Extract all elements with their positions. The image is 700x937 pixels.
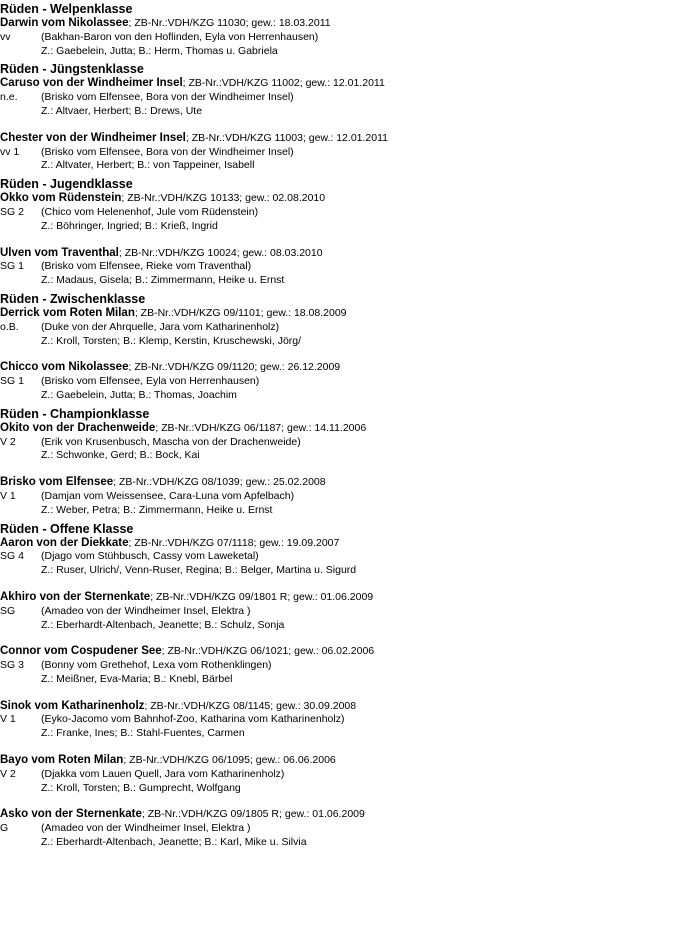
registry-info: ; ZB-Nr.:VDH/KZG 10024; gew.: 08.03.2010 bbox=[118, 246, 323, 259]
rating-label: SG bbox=[0, 604, 16, 617]
dog-name: Brisko vom Elfensee bbox=[0, 476, 114, 489]
entry-spacer bbox=[0, 348, 700, 361]
entry-title-line bbox=[0, 307, 700, 321]
entry-parents-line bbox=[0, 436, 700, 450]
rating-label: V 2 bbox=[0, 767, 16, 780]
entry-spacer bbox=[0, 632, 700, 645]
dog-name: Sinok vom Katharinenholz bbox=[0, 699, 145, 712]
parents-text: (Brisko vom Elfensee, Rieke vom Traventhal) bbox=[41, 260, 252, 273]
entry-title-line bbox=[0, 247, 700, 261]
registry-info: ; ZB-Nr.:VDH/KZG 07/1118; gew.: 19.09.2007 bbox=[128, 536, 340, 549]
entry-parents-line bbox=[0, 822, 700, 836]
registry-info: ; ZB-Nr.:VDH/KZG 08/1145; gew.: 30.09.2008 bbox=[144, 699, 357, 712]
class-section bbox=[0, 58, 700, 173]
dog-name: Caruso von der Windheimer Insel bbox=[0, 77, 183, 90]
parents-text: (Bonny vom Grethehof, Lexa vom Rothenklingen) bbox=[41, 659, 272, 672]
entry-parents-line bbox=[0, 659, 700, 673]
dog-name: Okko vom Rüdenstein bbox=[0, 192, 122, 205]
parents-text: (Brisko vom Elfensee, Bora von der Windheimer Insel) bbox=[41, 91, 294, 104]
rating-label: V 1 bbox=[0, 713, 16, 726]
parents-text: (Damjan vom Weissensee, Cara-Luna vom Apfelbach) bbox=[41, 489, 295, 502]
dog-entry bbox=[0, 808, 700, 849]
entry-parents-line bbox=[0, 550, 700, 564]
breeder-owner-text: Z.: Franke, Ines; B.: Stahl-Fuentes, Carmen bbox=[41, 727, 245, 740]
registry-info: ; ZB-Nr.:VDH/KZG 09/1801 R; gew.: 01.06.2009 bbox=[150, 590, 374, 603]
entry-parents-line bbox=[0, 206, 700, 220]
dog-entry bbox=[0, 361, 700, 402]
dog-name: Connor vom Cospudener See bbox=[0, 645, 162, 658]
dog-entry bbox=[0, 591, 700, 632]
entry-title-line bbox=[0, 132, 700, 146]
class-section bbox=[0, 518, 700, 850]
parents-text: (Djago vom Stühbusch, Cassy vom Laweketal) bbox=[41, 550, 259, 563]
dog-entry bbox=[0, 645, 700, 686]
dog-entry bbox=[0, 192, 700, 233]
dog-entry bbox=[0, 537, 700, 578]
parents-text: (Brisko vom Elfensee, Bora von der Windheimer Insel) bbox=[41, 145, 294, 158]
entry-spacer bbox=[0, 741, 700, 754]
breeder-owner-text: Z.: Kroll, Torsten; B.: Gumprecht, Wolfgang bbox=[41, 781, 241, 794]
registry-info: ; ZB-Nr.:VDH/KZG 06/1187; gew.: 14.11.2006 bbox=[155, 421, 367, 434]
class-heading: Rüden - Championklasse bbox=[0, 406, 150, 421]
entry-parents-line bbox=[0, 713, 700, 727]
dog-name: Chicco vom Nikolassee bbox=[0, 361, 129, 374]
entry-title-line bbox=[0, 754, 700, 768]
class-section bbox=[0, 403, 700, 518]
dog-name: Derrick vom Roten Milan bbox=[0, 306, 135, 319]
entry-title-line bbox=[0, 422, 700, 436]
rating-label: SG 2 bbox=[0, 205, 24, 218]
parents-text: (Brisko vom Elfensee, Eyla von Herrenhausen) bbox=[41, 375, 260, 388]
breeder-owner-text: Z.: Gaebelein, Jutta; B.: Thomas, Joachim bbox=[41, 388, 237, 401]
entry-title-line bbox=[0, 537, 700, 551]
entry-title-line bbox=[0, 361, 700, 375]
entry-parents-line bbox=[0, 768, 700, 782]
rating-label: n.e. bbox=[0, 91, 18, 104]
dog-name: Okito von der Drachenweide bbox=[0, 421, 156, 434]
parents-text: (Amadeo von der Windheimer Insel, Elektra ) bbox=[41, 822, 251, 835]
entry-spacer bbox=[0, 234, 700, 247]
entry-title-line bbox=[0, 591, 700, 605]
rating-label: G bbox=[0, 822, 9, 835]
registry-info: ; ZB-Nr.:VDH/KZG 11030; gew.: 18.03.2011 bbox=[128, 17, 331, 29]
dog-name: Chester von der Windheimer Insel bbox=[0, 131, 186, 144]
breeder-owner-text: Z.: Ruser, Ulrich/, Venn-Ruser, Regina; B.: Belger, Martina u. Sigurd bbox=[41, 564, 357, 577]
entry-title-line bbox=[0, 700, 700, 714]
breeder-owner-text: Z.: Böhringer, Ingried; B.: Krieß, Ingrid bbox=[41, 219, 218, 232]
parents-text: (Bakhan-Baron von den Hoflinden, Eyla von Herrenhausen) bbox=[41, 30, 319, 43]
entry-spacer bbox=[0, 578, 700, 591]
parents-text: (Erik von Krusenbusch, Mascha von der Drachenweide) bbox=[41, 435, 301, 448]
parents-text: (Chico vom Helenenhof, Jule vom Rüdenstein) bbox=[41, 205, 259, 218]
dog-name: Aaron von der Diekkate bbox=[0, 536, 129, 549]
class-section bbox=[0, 2, 700, 58]
registry-info: ; ZB-Nr.:VDH/KZG 10133; gew.: 02.08.2010 bbox=[121, 192, 326, 205]
class-section bbox=[0, 173, 700, 288]
entry-spacer bbox=[0, 119, 700, 132]
rating-label: SG 3 bbox=[0, 659, 24, 672]
registry-info: ; ZB-Nr.:VDH/KZG 09/1805 R; gew.: 01.06.2009 bbox=[141, 808, 365, 821]
breeder-owner-text: Z.: Meißner, Eva-Maria; B.: Knebl, Bärbel bbox=[41, 672, 233, 685]
dog-name: Akhiro von der Sternenkate bbox=[0, 590, 151, 603]
entry-parents-line bbox=[0, 31, 700, 45]
registry-info: ; ZB-Nr.:VDH/KZG 09/1120; gew.: 26.12.2009 bbox=[128, 361, 341, 374]
breeder-owner-text: Z.: Eberhardt-Altenbach, Jeanette; B.: Schulz, Sonja bbox=[41, 618, 285, 631]
registry-info: ; ZB-Nr.:VDH/KZG 06/1095; gew.: 06.06.2006 bbox=[123, 754, 336, 767]
dog-entry bbox=[0, 476, 700, 517]
entry-spacer bbox=[0, 687, 700, 700]
entry-parents-line bbox=[0, 605, 700, 619]
entry-parents-line bbox=[0, 321, 700, 335]
rating-label: V 1 bbox=[0, 489, 16, 502]
class-heading: Rüden - Zwischenklasse bbox=[0, 291, 146, 306]
rating-label: SG 4 bbox=[0, 550, 24, 563]
breeder-owner-text: Z.: Altvaer, Herbert; B.: Drews, Ute bbox=[41, 104, 203, 117]
class-heading: Rüden - Offene Klasse bbox=[0, 521, 134, 536]
breeder-owner-text: Z.: Altvater, Herbert; B.: von Tappeiner, Isabell bbox=[41, 159, 255, 172]
dog-entry bbox=[0, 77, 700, 118]
dog-name: Darwin vom Nikolassee bbox=[0, 17, 129, 29]
dog-entry bbox=[0, 307, 700, 348]
parents-text: (Djakka vom Lauen Quell, Jara vom Katharinenholz) bbox=[41, 767, 285, 780]
entry-parents-line bbox=[0, 91, 700, 105]
rating-label: SG 1 bbox=[0, 260, 24, 273]
parents-text: (Duke von der Ahrquelle, Jara vom Katharinenholz) bbox=[41, 320, 280, 333]
entry-parents-line bbox=[0, 490, 700, 504]
entry-parents-line bbox=[0, 146, 700, 160]
dog-entry bbox=[0, 247, 700, 288]
parents-text: (Amadeo von der Windheimer Insel, Elektra ) bbox=[41, 604, 251, 617]
rating-label: V 2 bbox=[0, 435, 16, 448]
rating-label: o.B. bbox=[0, 320, 19, 333]
entry-title-line bbox=[0, 645, 700, 659]
breeder-owner-text: Z.: Kroll, Torsten; B.: Klemp, Kerstin, Kruschewski, Jörg/ bbox=[41, 334, 302, 347]
parents-text: (Eyko-Jacomo vom Bahnhof-Zoo, Katharina vom Katharinenholz) bbox=[41, 713, 345, 726]
breeder-owner-text: Z.: Gaebelein, Jutta; B.: Herm, Thomas u. Gabriela bbox=[41, 44, 278, 57]
breeder-owner-text: Z.: Schwonke, Gerd; B.: Bock, Kai bbox=[41, 449, 200, 462]
entry-parents-line bbox=[0, 375, 700, 389]
dog-entry bbox=[0, 700, 700, 741]
dog-entry bbox=[0, 17, 700, 58]
rating-label: vv 1 bbox=[0, 145, 20, 158]
registry-info: ; ZB-Nr.:VDH/KZG 11002; gew.: 12.01.2011 bbox=[182, 77, 385, 90]
breeder-owner-text: Z.: Weber, Petra; B.: Zimmermann, Heike u. Ernst bbox=[41, 503, 273, 516]
class-heading: Rüden - Jüngstenklasse bbox=[0, 62, 144, 77]
breeder-owner-text: Z.: Eberhardt-Altenbach, Jeanette; B.: Karl, Mike u. Silvia bbox=[41, 836, 307, 849]
dog-entry bbox=[0, 132, 700, 173]
entry-parents-line bbox=[0, 260, 700, 274]
entry-title-line bbox=[0, 192, 700, 206]
dog-entry bbox=[0, 422, 700, 463]
registry-info: ; ZB-Nr.:VDH/KZG 09/1101; gew.: 18.08.2009 bbox=[134, 306, 347, 319]
registry-info: ; ZB-Nr.:VDH/KZG 06/1021; gew.: 06.02.2006 bbox=[161, 645, 375, 658]
rating-label: vv bbox=[0, 30, 11, 43]
class-heading: Rüden - Welpenklasse bbox=[0, 2, 133, 16]
class-heading: Rüden - Jugendklasse bbox=[0, 177, 133, 192]
dog-name: Ulven vom Traventhal bbox=[0, 246, 119, 259]
breeder-owner-text: Z.: Madaus, Gisela; B.: Zimmermann, Heike u. Ernst bbox=[41, 274, 285, 287]
class-section bbox=[0, 288, 700, 403]
registry-info: ; ZB-Nr.:VDH/KZG 11003; gew.: 12.01.2011 bbox=[185, 131, 388, 144]
rating-label: SG 1 bbox=[0, 375, 24, 388]
entry-title-line bbox=[0, 808, 700, 822]
entry-title-line bbox=[0, 77, 700, 91]
registry-info: ; ZB-Nr.:VDH/KZG 08/1039; gew.: 25.02.2008 bbox=[113, 476, 326, 489]
dog-name: Asko von der Sternenkate bbox=[0, 808, 142, 821]
dog-entry bbox=[0, 754, 700, 795]
entry-spacer bbox=[0, 795, 700, 808]
entry-title-line bbox=[0, 17, 700, 31]
dog-name: Bayo vom Roten Milan bbox=[0, 754, 124, 767]
entry-spacer bbox=[0, 463, 700, 476]
entry-title-line bbox=[0, 476, 700, 490]
